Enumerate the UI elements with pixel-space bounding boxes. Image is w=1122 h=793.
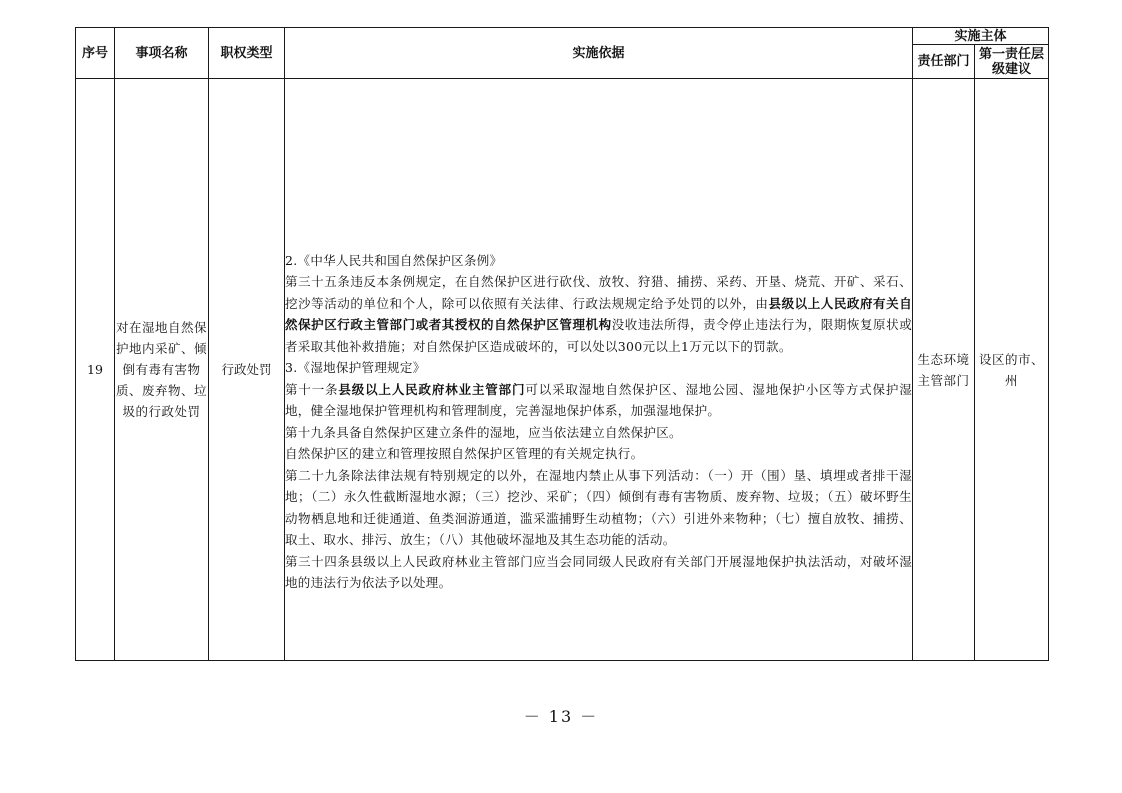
row-seq: 19 bbox=[76, 79, 115, 661]
header-responsible-dept: 责任部门 bbox=[913, 45, 975, 79]
basis-article-11: 第十一条县级以上人民政府林业主管部门可以采取湿地自然保护区、湿地公园、湿地保护小区等方式保护湿地，健全湿地保护管理机构和管理制度，完善湿地保护体系，加强湿地保护。 bbox=[285, 381, 913, 418]
page-number: － 13 － bbox=[523, 707, 599, 726]
row-first-level: 设区的市、州 bbox=[975, 79, 1049, 661]
row-basis bbox=[285, 79, 913, 661]
basis-bold-authority-1: 县级以上人民政府有关自然保护区行政主管部门或者其授权的自然保护区管理机构 bbox=[285, 295, 912, 332]
basis-law-title-2: 3.《湿地保护管理规定》 bbox=[285, 360, 426, 375]
row-power-type: 行政处罚 bbox=[209, 79, 285, 661]
row-item-name: 对在湿地自然保护地内采矿、倾倒有毒有害物质、废弃物、垃圾的行政处罚 bbox=[115, 79, 209, 661]
row-responsible-dept: 生态环境主管部门 bbox=[913, 79, 975, 661]
table-row bbox=[76, 79, 1049, 661]
header-item-name: 事项名称 bbox=[115, 28, 209, 79]
basis-article-19: 第十九条具备自然保护区建立条件的湿地，应当依法建立自然保护区。 bbox=[285, 424, 682, 440]
header-seq: 序号 bbox=[76, 28, 115, 79]
enforcement-table bbox=[75, 27, 1049, 661]
header-power-type: 职权类型 bbox=[209, 28, 285, 79]
basis-bold-authority-2: 县级以上人民政府林业主管部门 bbox=[338, 381, 526, 397]
basis-law-title-1: 2.《中华人民共和国自然保护区条例》 bbox=[285, 252, 503, 268]
basis-article-29: 第二十九条除法律法规有特别规定的以外，在湿地内禁止从事下列活动：（一）开（围）垦、填埋或者排干湿地；（二）永久性截断湿地水源；（三）挖沙、采矿；（四）倾倒有毒有害物质、废弃物、垃圾；（五）破坏野生动物栖息地和迁徙通道、鱼类洄游通道，滥采滥捕野生动植物；（六）引进外来物种；（七）擅自放牧、捕捞、取土、取水、排污、放生；（八）其他破坏湿地及其生态功能的活动。 bbox=[285, 467, 912, 547]
basis-reserve-management: 自然保护区的建立和管理按照自然保护区管理的有关规定执行。 bbox=[285, 446, 644, 461]
header-implementing-subject: 实施主体 bbox=[913, 28, 1049, 45]
basis-article-34: 第三十四条县级以上人民政府林业主管部门应当会同同级人民政府有关部门开展湿地保护执法活动，对破坏湿地的违法行为依法予以处理。 bbox=[285, 553, 912, 590]
basis-article-35: 第三十五条违反本条例规定，在自然保护区进行砍伐、放牧、狩猎、捕捞、采药、开垦、烧荒、开矿、采石、挖沙等活动的单位和个人，除可以依照有关法律、行政法规规定给予处罚的以外，由县级以上人民政府有关自然保护区行政主管部门或者其授权的自然保护区管理机构没收违法所得，责令停止违法行为，限期恢复原状或者采取其他补救措施；对自然保护区造成破坏的，可以处以300元以上1万元以下的罚款。 bbox=[285, 274, 912, 354]
header-basis: 实施依据 bbox=[285, 28, 913, 79]
header-first-level: 第一责任层级建议 bbox=[975, 45, 1049, 79]
